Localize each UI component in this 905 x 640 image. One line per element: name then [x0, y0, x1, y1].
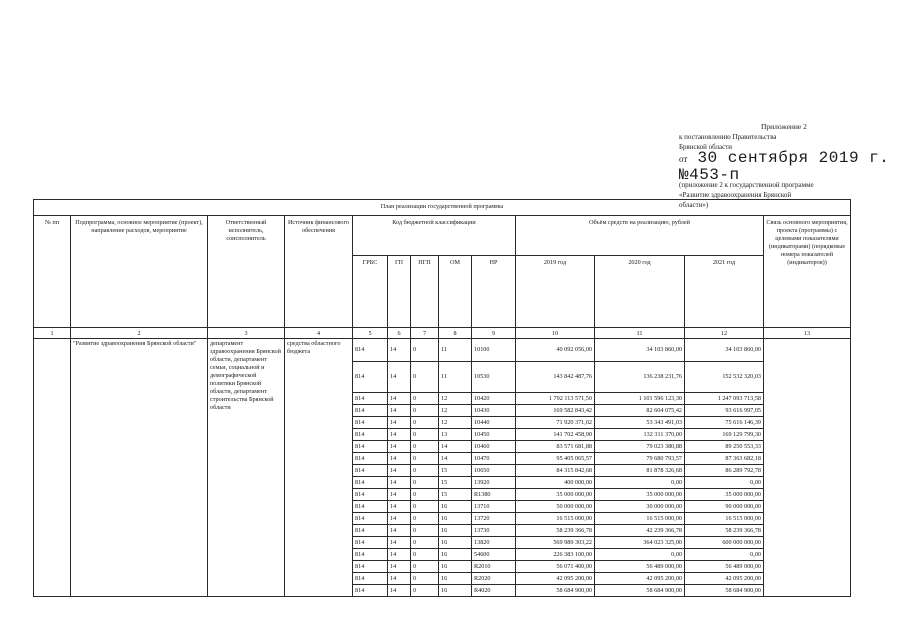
cell-y2019: 58 684 900,00 — [516, 585, 595, 597]
cell-pgp: 0 — [411, 339, 439, 362]
column-number-row — [34, 328, 851, 339]
col-number: 1 — [34, 328, 71, 339]
cell-nr: R4020 — [472, 585, 516, 597]
cell-y2019: 226 383 100,00 — [516, 549, 595, 561]
col-header-grbs: ГРБС — [353, 256, 388, 328]
cell-nr: 13710 — [472, 501, 516, 513]
col-header-budget-code: Код бюджетной классификации — [353, 216, 516, 256]
cell-gp: 14 — [388, 339, 411, 362]
header-line: «Развитие здравоохранения Брянской — [679, 191, 792, 199]
col-number: 9 — [472, 328, 516, 339]
cell-nr: 10530 — [472, 362, 516, 393]
cell-om: 16 — [439, 501, 472, 513]
cell-gp: 14 — [388, 489, 411, 501]
cell-y2020: 42 095 200,00 — [595, 573, 685, 585]
handwritten-date: 30 сентября 2019 г.№453-п — [679, 149, 890, 184]
col-number: 13 — [764, 328, 851, 339]
cell-pgp: 0 — [411, 573, 439, 585]
cell-y2021: 35 000 000,00 — [685, 489, 764, 501]
cell-om: 15 — [439, 477, 472, 489]
cell-y2020: 81 878 326,68 — [595, 465, 685, 477]
cell-y2020: 16 515 000,00 — [595, 513, 685, 525]
cell-y2019: 35 000 000,00 — [516, 489, 595, 501]
cell-y2020: 136 238 231,76 — [595, 362, 685, 393]
cell-y2021: 87 363 682,18 — [685, 453, 764, 465]
cell-nr: 13720 — [472, 513, 516, 525]
cell-y2019: 143 842 487,76 — [516, 362, 595, 393]
col-header-om: ОМ — [439, 256, 472, 328]
col-header-source: Источник финансового обеспечения — [285, 216, 353, 328]
executor-cell: департамент здравоохранения Брянской области, департамент семьи, социальной и демографической политики Брянской области, департамент строительства Брянской области — [208, 339, 285, 597]
cell-y2021: 152 532 320,03 — [685, 362, 764, 393]
cell-pgp: 0 — [411, 417, 439, 429]
col-number: 6 — [388, 328, 411, 339]
col-number: 10 — [516, 328, 595, 339]
cell-y2021: 56 489 000,00 — [685, 561, 764, 573]
col-header-2020: 2020 год — [595, 256, 685, 328]
cell-pgp: 0 — [411, 465, 439, 477]
cell-gp: 14 — [388, 477, 411, 489]
cell-nr: 10420 — [472, 393, 516, 405]
plan-table — [33, 199, 851, 597]
cell-y2020: 82 604 075,42 — [595, 405, 685, 417]
cell-om: 11 — [439, 362, 472, 393]
cell-y2021: 600 000 000,00 — [685, 537, 764, 549]
cell-y2019: 400 000,00 — [516, 477, 595, 489]
cell-nr: 13920 — [472, 477, 516, 489]
cell-gp: 14 — [388, 405, 411, 417]
cell-gp: 14 — [388, 525, 411, 537]
program-name-cell: "Развитие здравоохранения Брянской области" — [71, 339, 208, 597]
cell-nr: 10430 — [472, 405, 516, 417]
cell-gp: 14 — [388, 537, 411, 549]
cell-nr: 10450 — [472, 429, 516, 441]
col-header-link: Связь основного мероприятия, проекта (программы) с целевыми показателями (индикаторами) (порядковые номера показателей (индикаторов)) — [764, 216, 851, 328]
cell-pgp: 0 — [411, 501, 439, 513]
col-header-executor: Ответственный исполнитель, соисполнитель — [208, 216, 285, 328]
cell-y2019: 569 989 303,22 — [516, 537, 595, 549]
cell-gp: 14 — [388, 393, 411, 405]
table-title: План реализации государственной программы — [34, 200, 851, 216]
cell-y2021: 0,00 — [685, 477, 764, 489]
cell-pgp: 0 — [411, 585, 439, 597]
cell-y2020: 0,00 — [595, 477, 685, 489]
cell-y2021: 93 616 997,05 — [685, 405, 764, 417]
cell-grbs: 814 — [353, 489, 388, 501]
cell-grbs: 814 — [353, 573, 388, 585]
cell-gp: 14 — [388, 561, 411, 573]
cell-grbs: 814 — [353, 339, 388, 362]
cell-nr: 10440 — [472, 417, 516, 429]
cell-pgp: 0 — [411, 393, 439, 405]
cell-gp: 14 — [388, 429, 411, 441]
cell-nr: R2010 — [472, 561, 516, 573]
cell-nr: 10460 — [472, 441, 516, 453]
cell-y2021: 58 684 900,00 — [685, 585, 764, 597]
appendix-label: Приложение 2 — [761, 122, 807, 131]
cell-grbs: 814 — [353, 417, 388, 429]
cell-pgp: 0 — [411, 429, 439, 441]
cell-gp: 14 — [388, 573, 411, 585]
cell-gp: 14 — [388, 585, 411, 597]
cell-grbs: 814 — [353, 549, 388, 561]
cell-pgp: 0 — [411, 489, 439, 501]
cell-y2020: 30 000 000,00 — [595, 501, 685, 513]
cell-y2020: 1 101 596 123,30 — [595, 393, 685, 405]
cell-pgp: 0 — [411, 477, 439, 489]
cell-y2021: 34 103 860,00 — [685, 339, 764, 362]
cell-nr: 10470 — [472, 453, 516, 465]
cell-y2019: 56 071 400,00 — [516, 561, 595, 573]
col-header-2021: 2021 год — [685, 256, 764, 328]
cell-nr: R1380 — [472, 489, 516, 501]
col-number: 7 — [411, 328, 439, 339]
cell-gp: 14 — [388, 362, 411, 393]
cell-y2021: 42 095 200,00 — [685, 573, 764, 585]
col-number: 11 — [595, 328, 685, 339]
col-header-program: Подпрограмма, основное мероприятие (проект), направление расходов, мероприятие — [71, 216, 208, 328]
cell-grbs: 814 — [353, 501, 388, 513]
cell-grbs: 814 — [353, 453, 388, 465]
cell-om: 14 — [439, 453, 472, 465]
cell-y2020: 56 489 000,00 — [595, 561, 685, 573]
cell-y2020: 79 680 793,57 — [595, 453, 685, 465]
cell-y2019: 50 000 000,00 — [516, 501, 595, 513]
header-line: (приложение 2 к государственной программе — [679, 181, 814, 189]
cell-y2020: 58 684 900,00 — [595, 585, 685, 597]
col-header-2019: 2019 год — [516, 256, 595, 328]
cell-gp: 14 — [388, 513, 411, 525]
cell-om: 16 — [439, 573, 472, 585]
cell-pgp: 0 — [411, 549, 439, 561]
cell-pgp: 0 — [411, 441, 439, 453]
cell-grbs: 814 — [353, 465, 388, 477]
cell-pgp: 0 — [411, 537, 439, 549]
cell-pgp: 0 — [411, 362, 439, 393]
cell-y2019: 141 702 458,90 — [516, 429, 595, 441]
cell-y2021: 58 239 366,78 — [685, 525, 764, 537]
cell-gp: 14 — [388, 501, 411, 513]
cell-y2021: 169 129 799,30 — [685, 429, 764, 441]
document-header — [679, 122, 899, 210]
cell-nr: 10100 — [472, 339, 516, 362]
cell-om: 16 — [439, 537, 472, 549]
cell-y2021: 90 000 000,00 — [685, 501, 764, 513]
table-body — [34, 339, 851, 597]
cell-y2020: 0,00 — [595, 549, 685, 561]
plan-table-wrapper — [33, 199, 851, 597]
cell-y2019: 58 239 366,78 — [516, 525, 595, 537]
col-header-gp: ГП — [388, 256, 411, 328]
cell-pgp: 0 — [411, 513, 439, 525]
cell-grbs: 814 — [353, 525, 388, 537]
cell-om: 14 — [439, 441, 472, 453]
header-line: области») — [679, 201, 709, 209]
source-cell: средства областного бюджета — [285, 339, 353, 597]
cell-grbs: 814 — [353, 537, 388, 549]
cell-y2021: 89 250 553,33 — [685, 441, 764, 453]
table-row — [34, 339, 851, 362]
cell-grbs: 814 — [353, 429, 388, 441]
cell-y2019: 71 920 371,02 — [516, 417, 595, 429]
cell-grbs: 814 — [353, 405, 388, 417]
cell-gp: 14 — [388, 441, 411, 453]
cell-grbs: 814 — [353, 393, 388, 405]
cell-nr: R2020 — [472, 573, 516, 585]
col-header-volume: Объём средств на реализацию, рублей — [516, 216, 764, 256]
indicator-link-cell — [764, 339, 851, 597]
cell-y2019: 84 315 842,68 — [516, 465, 595, 477]
cell-om: 15 — [439, 489, 472, 501]
cell-nr: 13730 — [472, 525, 516, 537]
cell-om: 15 — [439, 465, 472, 477]
row-number — [34, 339, 71, 597]
cell-om: 16 — [439, 585, 472, 597]
cell-y2019: 83 571 681,88 — [516, 441, 595, 453]
cell-gp: 14 — [388, 453, 411, 465]
header-line: к постановлению Правительства — [679, 133, 777, 141]
cell-y2019: 95 405 065,57 — [516, 453, 595, 465]
cell-nr: 54600 — [472, 549, 516, 561]
col-number: 3 — [208, 328, 285, 339]
cell-y2021: 0,00 — [685, 549, 764, 561]
cell-grbs: 814 — [353, 477, 388, 489]
cell-pgp: 0 — [411, 525, 439, 537]
cell-om: 16 — [439, 513, 472, 525]
cell-nr: 10650 — [472, 465, 516, 477]
cell-y2020: 79 023 380,88 — [595, 441, 685, 453]
cell-y2020: 132 311 370,00 — [595, 429, 685, 441]
col-number: 5 — [353, 328, 388, 339]
cell-y2019: 169 582 843,42 — [516, 405, 595, 417]
cell-y2020: 364 023 325,00 — [595, 537, 685, 549]
cell-gp: 14 — [388, 465, 411, 477]
cell-y2021: 86 289 792,78 — [685, 465, 764, 477]
col-header-pgp: ПГП — [411, 256, 439, 328]
cell-y2020: 42 239 366,78 — [595, 525, 685, 537]
cell-pgp: 0 — [411, 453, 439, 465]
cell-nr: 13820 — [472, 537, 516, 549]
col-header-nr: НР — [472, 256, 516, 328]
cell-grbs: 814 — [353, 585, 388, 597]
cell-y2021: 16 515 000,00 — [685, 513, 764, 525]
cell-om: 12 — [439, 405, 472, 417]
header-line: Брянской области — [679, 143, 733, 151]
cell-y2019: 40 092 056,00 — [516, 339, 595, 362]
cell-pgp: 0 — [411, 405, 439, 417]
col-header-num: № пп — [34, 216, 71, 328]
cell-om: 12 — [439, 417, 472, 429]
cell-y2020: 34 103 860,00 — [595, 339, 685, 362]
cell-om: 13 — [439, 429, 472, 441]
cell-y2020: 35 000 000,00 — [595, 489, 685, 501]
cell-grbs: 814 — [353, 513, 388, 525]
cell-grbs: 814 — [353, 561, 388, 573]
col-number: 8 — [439, 328, 472, 339]
col-number: 2 — [71, 328, 208, 339]
cell-om: 12 — [439, 393, 472, 405]
cell-y2019: 1 792 113 571,50 — [516, 393, 595, 405]
cell-om: 16 — [439, 561, 472, 573]
col-number: 4 — [285, 328, 353, 339]
decree-date: от 30 сентября 2019 г.№453-п — [679, 149, 890, 184]
cell-om: 11 — [439, 339, 472, 362]
cell-om: 16 — [439, 525, 472, 537]
cell-y2021: 75 616 146,39 — [685, 417, 764, 429]
cell-y2019: 16 515 000,00 — [516, 513, 595, 525]
cell-pgp: 0 — [411, 561, 439, 573]
cell-gp: 14 — [388, 417, 411, 429]
col-number: 12 — [685, 328, 764, 339]
cell-y2021: 1 247 093 713,58 — [685, 393, 764, 405]
cell-gp: 14 — [388, 549, 411, 561]
cell-y2020: 53 343 491,03 — [595, 417, 685, 429]
cell-y2019: 42 095 200,00 — [516, 573, 595, 585]
cell-grbs: 814 — [353, 441, 388, 453]
cell-grbs: 814 — [353, 362, 388, 393]
cell-om: 16 — [439, 549, 472, 561]
